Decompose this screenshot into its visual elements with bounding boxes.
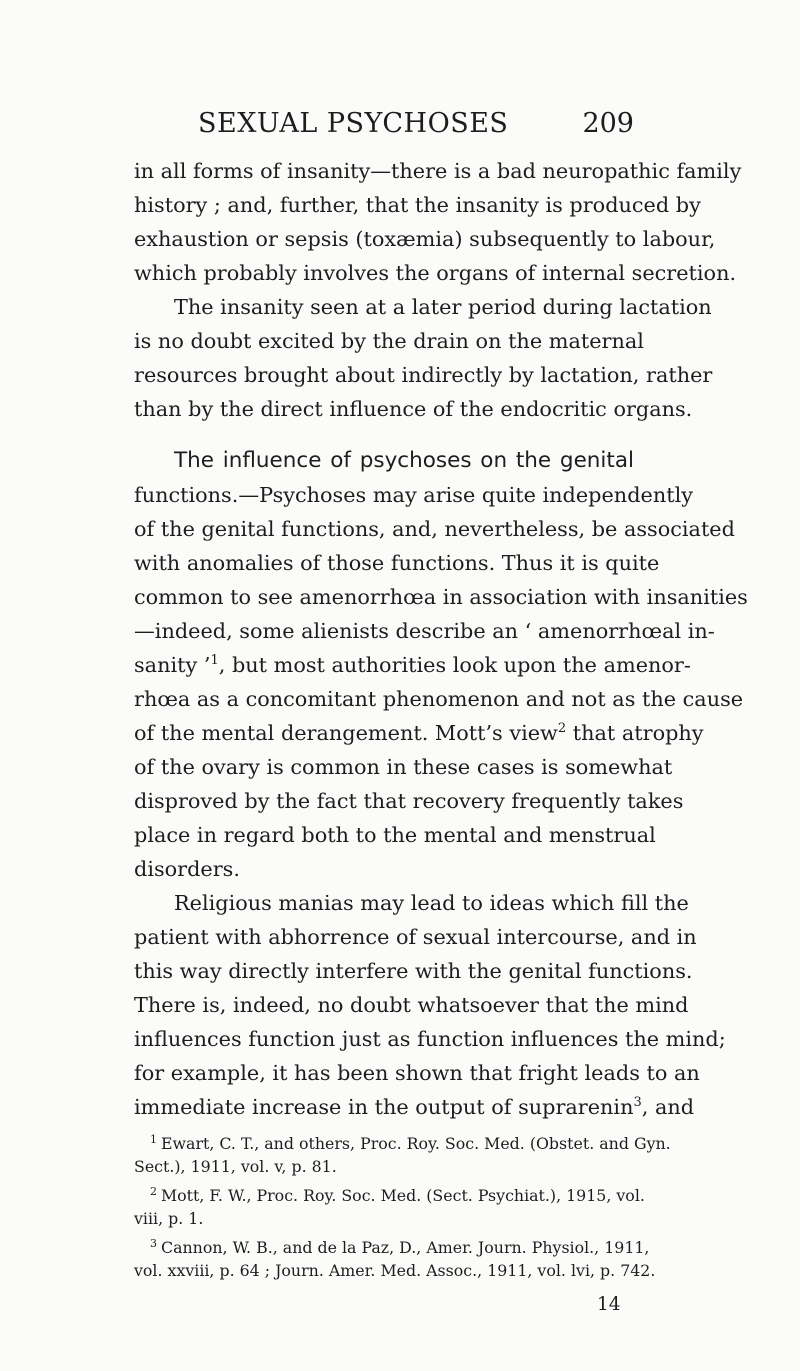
footnote-2-cont: viii, p. 1. (134, 1209, 204, 1228)
signature-mark: 14 (597, 1294, 621, 1315)
footnote-3 (150, 1236, 650, 1259)
footnote-1-cont: Sect.), 1911, vol. v, p. 81. (134, 1157, 337, 1176)
text-line: The insanity seen at a later period during lactation (174, 295, 712, 319)
text-line: in all forms of insanity—there is a bad neuropathic family (134, 159, 742, 183)
page-number: 209 (582, 108, 634, 139)
text-line (134, 716, 704, 750)
text-segment: , and (641, 1095, 695, 1119)
text-segment: that atrophy (566, 721, 704, 745)
footnote-number: 1 (150, 1132, 157, 1146)
section-heading-line (174, 444, 634, 478)
text-line: Religious manias may lead to ideas which fill the (174, 891, 689, 915)
text-line: There is, indeed, no doubt whatsoever that the mind (134, 993, 689, 1017)
text-line: exhaustion or sepsis (toxæmia) subsequently to labour, (134, 227, 716, 251)
text-line: common to see amenorrhœa in association with insanities (134, 585, 748, 609)
footnote-text: Cannon, W. B., and de la Paz, D., Amer. Journ. Physiol., 1911, (161, 1238, 650, 1257)
footnote-number: 3 (150, 1236, 157, 1250)
text-line: than by the direct influence of the endocritic organs. (134, 397, 693, 421)
running-head: SEXUAL PSYCHOSES (198, 108, 509, 139)
footnote-ref-3: 3 (633, 1095, 642, 1111)
text-segment: of the mental derangement. Mott’s view (134, 721, 558, 745)
text-segment: , but most authorities look upon the amenor- (218, 653, 691, 677)
text-line: of the ovary is common in these cases is somewhat (134, 755, 673, 779)
text-line: for example, it has been shown that fright leads to an (134, 1061, 700, 1085)
text-line: patient with abhorrence of sexual intercourse, and in (134, 925, 697, 949)
page-header (198, 108, 634, 148)
text-segment: immediate increase in the output of suprarenin (134, 1095, 634, 1119)
footnote-ref-2: 2 (557, 721, 567, 737)
text-line: with anomalies of those functions. Thus it is quite (134, 551, 660, 575)
text-line: this way directly interfere with the genital functions. (134, 959, 693, 983)
footnote-2 (150, 1184, 645, 1207)
text-line: influences function just as function influences the mind; (134, 1027, 726, 1051)
text-line: disproved by the fact that recovery frequently takes (134, 789, 684, 813)
text-line: is no doubt excited by the drain on the maternal (134, 329, 644, 353)
footnote-ref-1: 1 (210, 653, 219, 669)
text-line: rhœa as a concomitant phenomenon and not as the cause (134, 687, 744, 711)
text-line: history ; and, further, that the insanity is produced by (134, 193, 701, 217)
text-line: place in regard both to the mental and menstrual (134, 823, 656, 847)
footnote-number: 2 (150, 1184, 157, 1198)
text-line (134, 1090, 695, 1124)
text-segment: sanity ’ (134, 653, 211, 677)
text-line: functions.—Psychoses may arise quite independently (134, 483, 693, 507)
text-line: resources brought about indirectly by lactation, rather (134, 363, 713, 387)
footnote-text: Ewart, C. T., and others, Proc. Roy. Soc. Med. (Obstet. and Gyn. (161, 1134, 671, 1153)
footnote-3-cont: vol. xxviii, p. 64 ; Journ. Amer. Med. Assoc., 1911, vol. lvi, p. 742. (134, 1261, 656, 1280)
text-line: which probably involves the organs of internal secretion. (134, 261, 737, 285)
text-segment: psychoses on the genital (359, 448, 634, 473)
footnote-text: Mott, F. W., Proc. Roy. Soc. Med. (Sect. Psychiat.), 1915, vol. (161, 1186, 645, 1205)
text-line: —indeed, some alienists describe an ‘ amenorrhœal in- (134, 619, 715, 643)
footnote-1 (150, 1132, 671, 1155)
section-heading: The influence of (174, 448, 351, 473)
text-line: of the genital functions, and, nevertheless, be associated (134, 517, 735, 541)
text-line (134, 648, 691, 682)
text-line: disorders. (134, 857, 240, 881)
